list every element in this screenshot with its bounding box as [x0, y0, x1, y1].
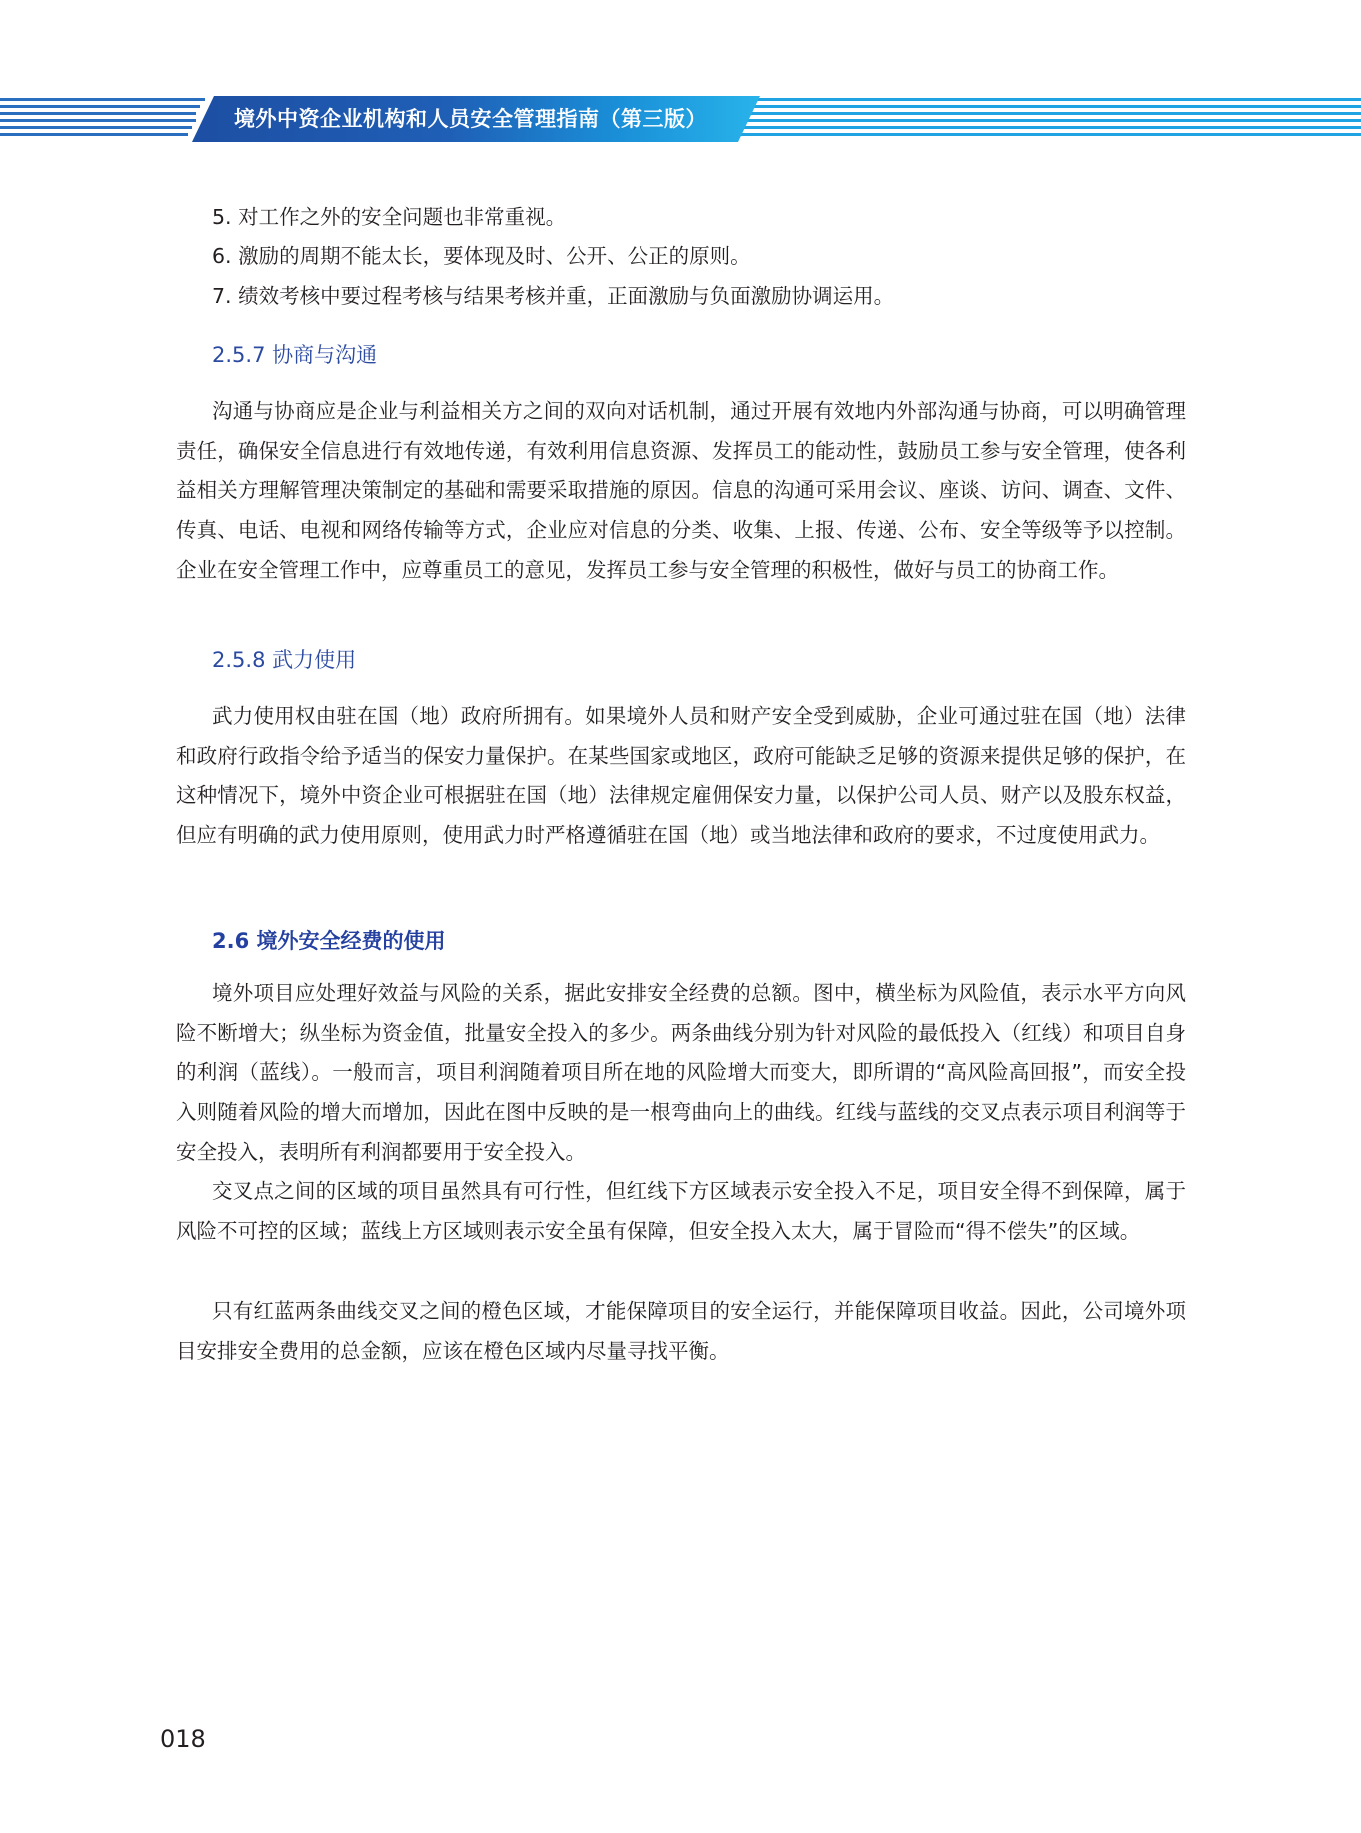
list-item: 6. 激励的周期不能太长，要体现及时、公开、公正的原则。 [212, 244, 751, 268]
header-banner [0, 96, 1361, 142]
paragraph-consultation: 沟通与协商应是企业与利益相关方之间的双向对话机制，通过开展有效地内外部沟通与协商，可以明确管理责任，确保安全信息进行有效地传递，有效利用信息资源、发挥员工的能动性，鼓励员工参与安全管理，使各利益相关方理解管理决策制定的基础和需要采取措施的原因。信息的沟通可采用会议、座谈、访问、调查、文件、传真、电话、电视和网络传输等方式，企业应对信息的分类、收集、上报、传递、公布、安全等级等予以控制。企业在安全管理工作中，应尊重员工的意见，发挥员工参与安全管理的积极性，做好与员工的协商工作。 [176, 399, 1186, 582]
paragraph-use-of-force: 武力使用权由驻在国（地）政府所拥有。如果境外人员和财产安全受到威胁，企业可通过驻在国（地）法律和政府行政指令给予适当的保安力量保护。在某些国家或地区，政府可能缺乏足够的资源来提供足够的保护，在这种情况下，境外中资企业可根据驻在国（地）法律规定雇佣保安力量，以保护公司人员、财产以及股东权益，但应有明确的武力使用原则，使用武力时严格遵循驻在国（地）或当地法律和政府的要求，不过度使用武力。 [176, 704, 1186, 848]
section-heading-2-5-7: 2.5.7 协商与沟通 [212, 343, 378, 367]
section-heading-2-5-8: 2.5.8 武力使用 [212, 648, 357, 672]
paragraph-security-funding-2: 交叉点之间的区域的项目虽然具有可行性，但红线下方区域表示安全投入不足，项目安全得不到保障，属于风险不可控的区域；蓝线上方区域则表示安全虽有保障，但安全投入太大，属于冒险而“得不偿失”的区域。 [176, 1179, 1186, 1243]
list-item: 5. 对工作之外的安全问题也非常重视。 [212, 205, 567, 229]
paragraph-security-funding-1: 境外项目应处理好效益与风险的关系，据此安排安全经费的总额。图中，横坐标为风险值，表示水平方向风险不断增大；纵坐标为资金值，批量安全投入的多少。两条曲线分别为针对风险的最低投入（红线）和项目自身的利润（蓝线）。一般而言，项目利润随着项目所在地的风险增大而变大，即所谓的“高风险高回报”，而安全投入则随着风险的增大而增加，因此在图中反映的是一根弯曲向上的曲线。红线与蓝线的交叉点表示项目利润等于安全投入，表明所有利润都要用于安全投入。 [176, 981, 1186, 1164]
paragraph-security-funding-3: 只有红蓝两条曲线交叉之间的橙色区域，才能保障项目的安全运行，并能保障项目收益。因此，公司境外项目安排安全费用的总金额，应该在橙色区域内尽量寻找平衡。 [176, 1299, 1186, 1363]
page-number: 018 [160, 1725, 206, 1753]
header-title: 境外中资企业机构和人员安全管理指南（第三版） [234, 107, 707, 131]
list-item: 7. 绩效考核中要过程考核与结果考核并重，正面激励与负面激励协调运用。 [212, 284, 895, 308]
section-heading-2-6: 2.6 境外安全经费的使用 [212, 929, 446, 953]
